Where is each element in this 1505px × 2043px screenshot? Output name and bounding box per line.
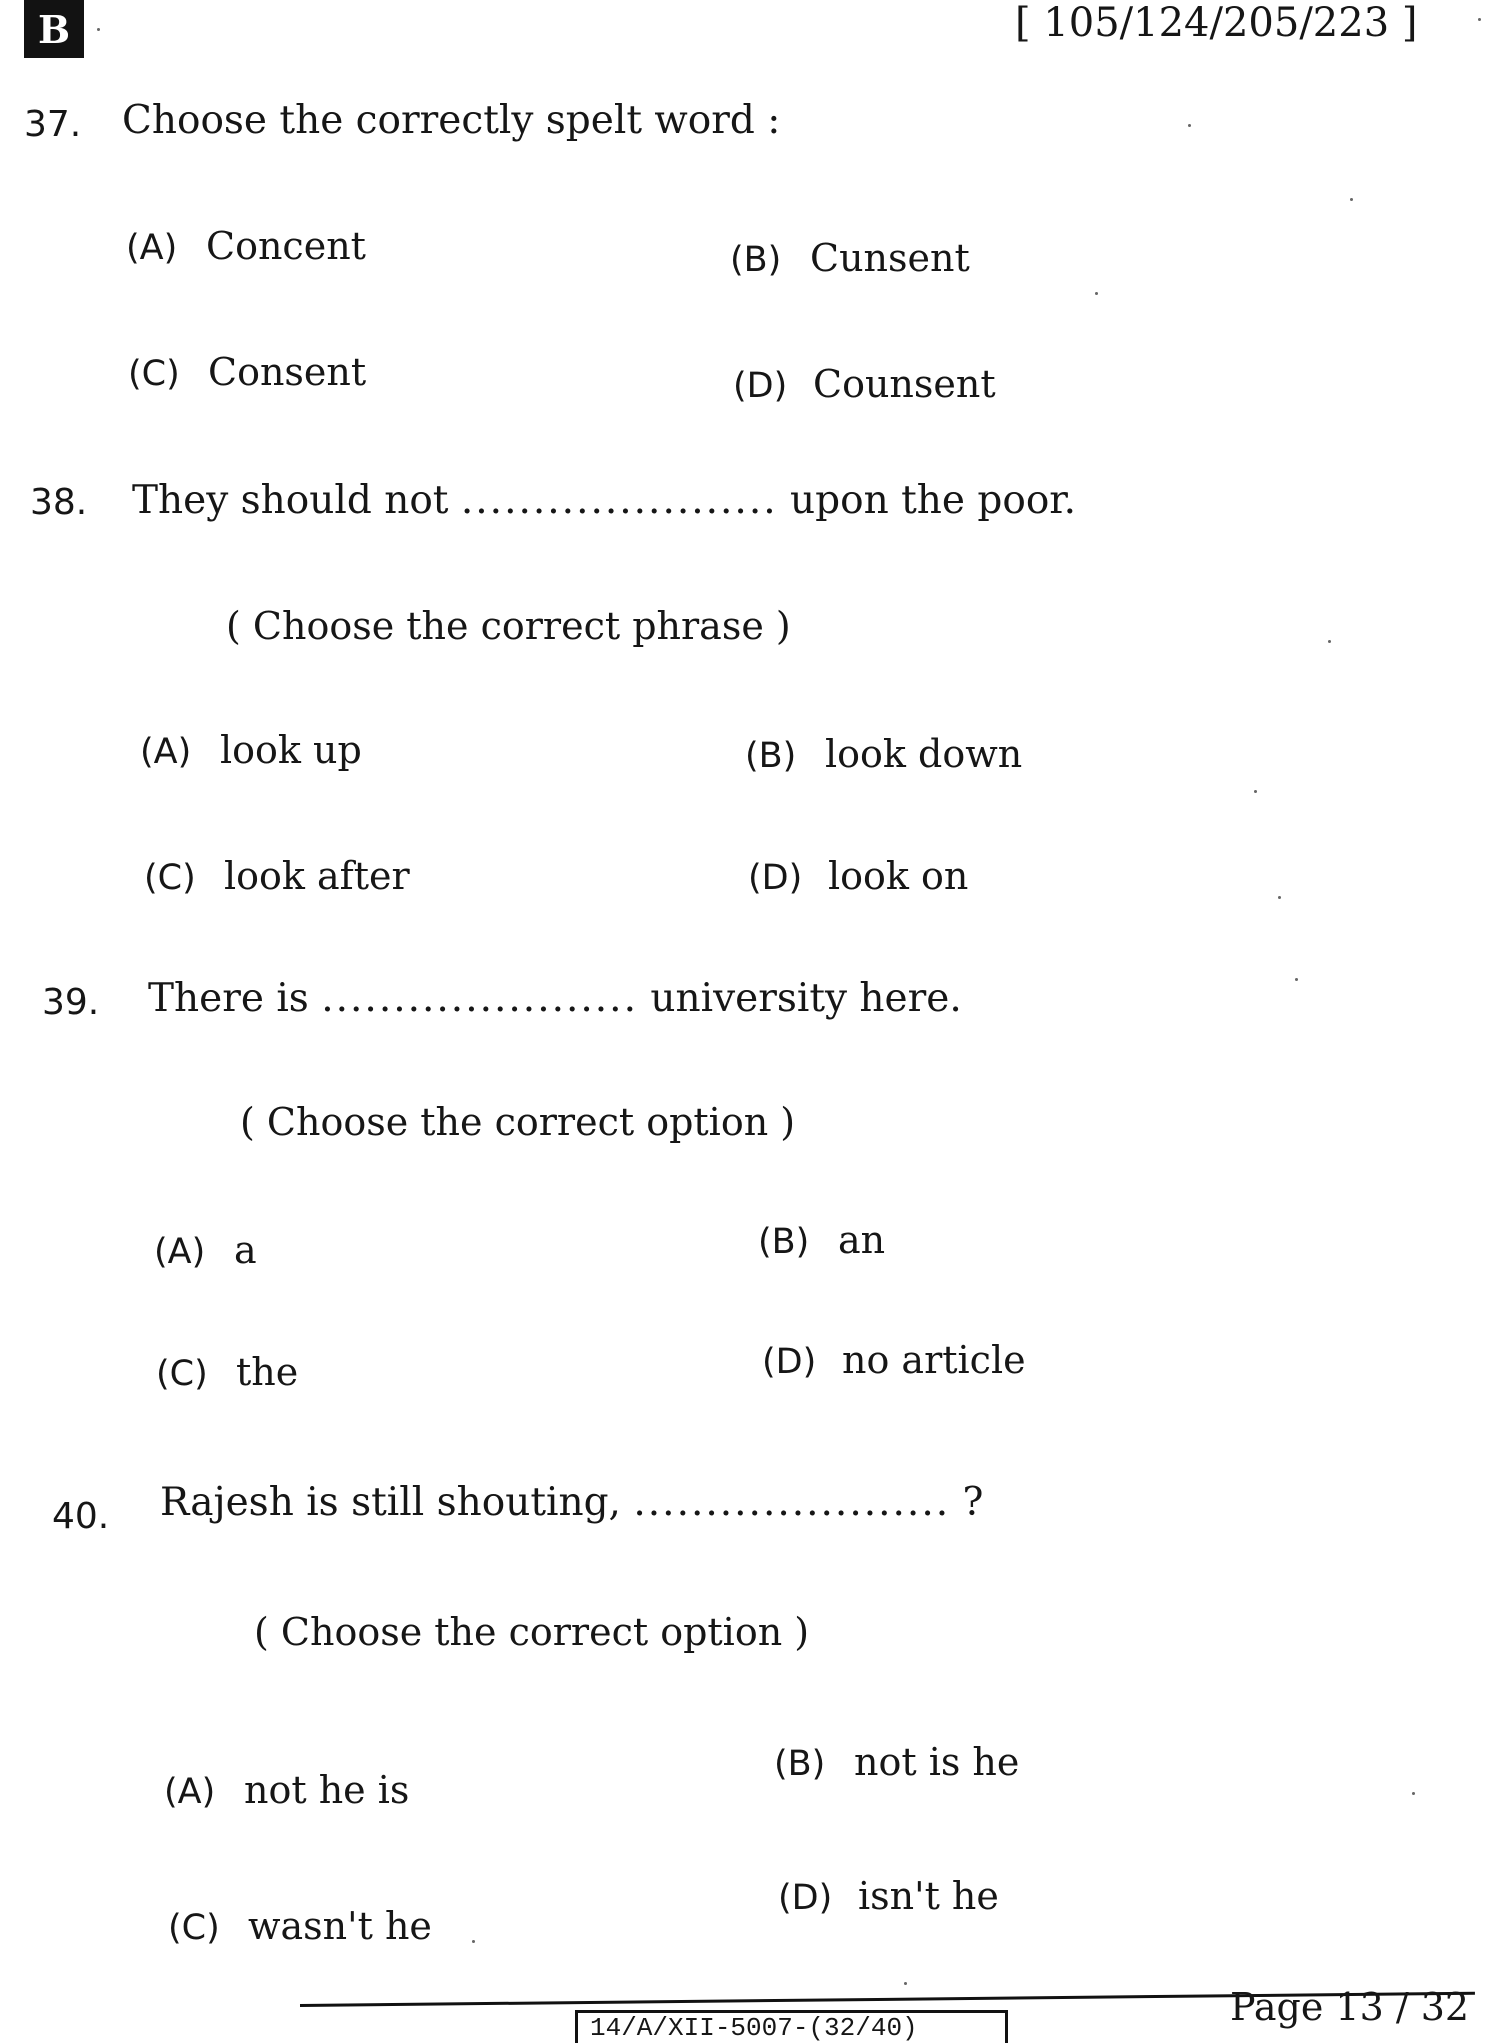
scan-speck <box>1295 978 1298 981</box>
option-label: (A) <box>126 228 178 268</box>
question-text-before: They should not <box>132 478 449 523</box>
question-40-instruction: ( Choose the correct option ) <box>254 1610 810 1654</box>
question-blank: ...................... <box>321 976 638 1021</box>
option-label: (B) <box>774 1744 826 1784</box>
option-label: (D) <box>748 858 803 898</box>
question-37-number: 37. <box>24 104 82 145</box>
question-37-option-c <box>128 350 366 394</box>
question-40-option-d <box>778 1874 999 1918</box>
scan-speck <box>1278 896 1281 899</box>
question-38-option-b <box>745 732 1022 776</box>
question-39-option-c <box>156 1350 298 1394</box>
option-label: (D) <box>733 366 788 406</box>
scan-speck <box>1350 198 1353 201</box>
option-text: Consent <box>208 350 367 394</box>
option-text: look after <box>224 854 410 898</box>
option-label: (A) <box>140 732 192 772</box>
question-37-option-b <box>730 236 970 280</box>
option-text: look down <box>825 732 1023 776</box>
question-38-option-a <box>140 728 362 772</box>
option-label: (B) <box>758 1222 810 1262</box>
option-label: (C) <box>128 354 180 394</box>
option-text: an <box>838 1218 886 1262</box>
option-label: (B) <box>745 736 797 776</box>
scan-speck <box>1328 640 1331 643</box>
option-label: (C) <box>144 858 196 898</box>
option-label: (C) <box>156 1354 208 1394</box>
option-label: (B) <box>730 240 782 280</box>
question-38-option-d <box>748 854 968 898</box>
question-38-text <box>132 478 1076 523</box>
question-37-option-d <box>733 362 996 406</box>
question-text-after: university here. <box>650 976 962 1021</box>
question-text-after: upon the poor. <box>790 478 1077 523</box>
option-text: the <box>236 1350 299 1394</box>
question-text-after: ? <box>962 1480 984 1525</box>
question-39-option-d <box>762 1338 1026 1382</box>
option-text: a <box>234 1228 257 1272</box>
question-39-text <box>148 976 962 1021</box>
option-text: Concent <box>206 224 366 268</box>
question-40-option-b <box>774 1740 1019 1784</box>
option-text: Counsent <box>813 362 996 406</box>
option-text: no article <box>842 1338 1026 1382</box>
question-38-option-c <box>144 854 410 898</box>
scan-speck <box>1095 292 1098 295</box>
scan-speck <box>97 28 100 31</box>
question-blank: ...................... <box>633 1480 951 1525</box>
option-label: (C) <box>168 1908 220 1948</box>
option-text: not is he <box>854 1740 1020 1784</box>
option-text: look up <box>220 728 362 772</box>
question-38-number: 38. <box>30 482 88 523</box>
option-label: (D) <box>778 1878 833 1918</box>
question-40-number: 40. <box>52 1496 110 1537</box>
option-label: (A) <box>154 1232 206 1272</box>
series-badge: B <box>24 0 84 58</box>
question-text-before: Rajesh is still shouting, <box>160 1480 621 1525</box>
page-number: Page 13 / 32 <box>1230 1985 1470 2029</box>
paper-code: [ 105/124/205/223 ] <box>1015 0 1418 46</box>
question-38-instruction: ( Choose the correct phrase ) <box>226 604 791 648</box>
scan-speck <box>1478 18 1481 21</box>
option-label: (A) <box>164 1772 216 1812</box>
scan-speck <box>1254 790 1257 793</box>
option-label: (D) <box>762 1342 817 1382</box>
question-blank: ...................... <box>460 478 778 523</box>
option-text: isn't he <box>858 1874 999 1918</box>
question-37-option-a <box>126 224 366 268</box>
question-39-option-a <box>154 1228 257 1272</box>
question-37-text: Choose the correctly spelt word : <box>122 98 781 143</box>
question-40-option-a <box>164 1768 409 1812</box>
option-text: wasn't he <box>248 1904 432 1948</box>
question-39-instruction: ( Choose the correct option ) <box>240 1100 796 1144</box>
question-text-before: There is <box>148 976 309 1021</box>
question-40-text <box>160 1480 983 1525</box>
footer-code-box: 14/A/XII-5007-(32/40) <box>575 2010 1008 2043</box>
question-39-option-b <box>758 1218 885 1262</box>
option-text: not he is <box>244 1768 410 1812</box>
scan-speck <box>1188 124 1191 127</box>
scan-speck <box>904 1982 907 1985</box>
option-text: Cunsent <box>810 236 970 280</box>
scan-speck <box>472 1940 475 1943</box>
scan-speck <box>1412 1792 1415 1795</box>
question-39-number: 39. <box>42 982 100 1023</box>
option-text: look on <box>828 854 969 898</box>
question-40-option-c <box>168 1904 432 1948</box>
